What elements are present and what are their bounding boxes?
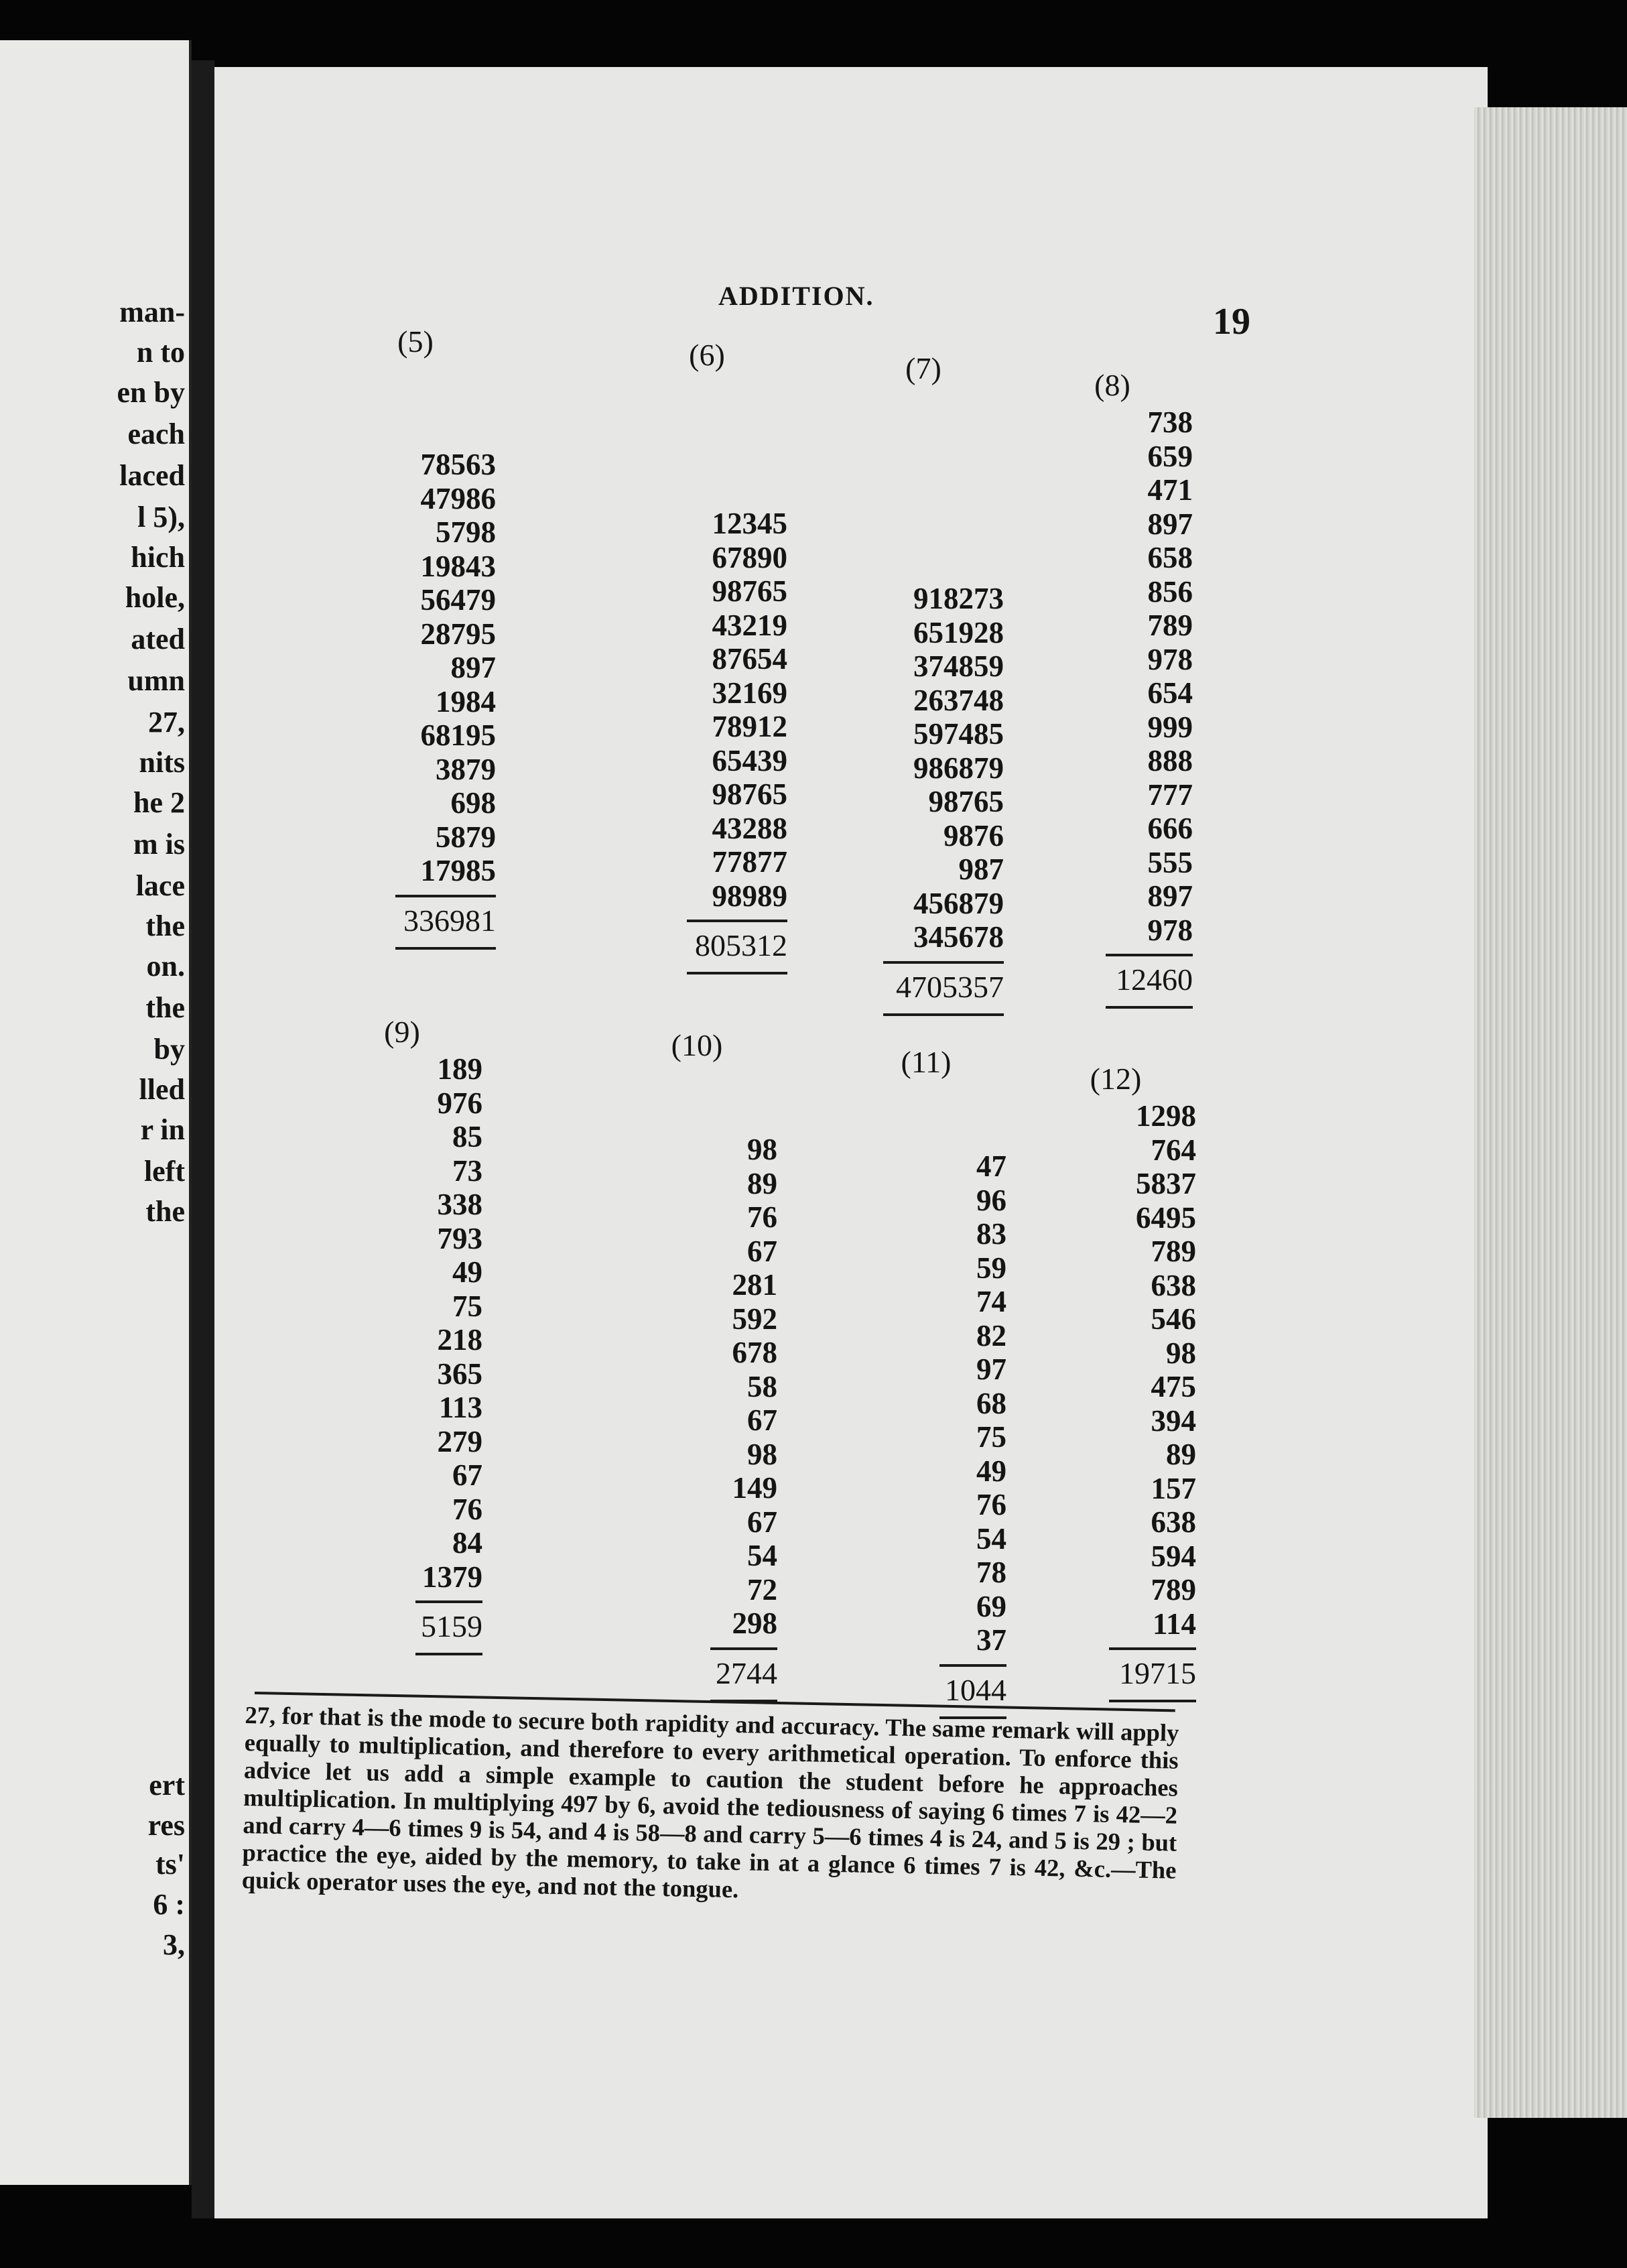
addend: 67 [747, 1403, 777, 1437]
facing-page-line: ert [149, 1769, 185, 1802]
facing-page-line: r in [140, 1113, 185, 1146]
problem-number: (9) [384, 1015, 420, 1049]
addend: 47986 [420, 481, 496, 515]
problem-number: (7) [905, 351, 941, 385]
addend: 65439 [712, 743, 787, 777]
sum-rule [883, 1013, 1004, 1016]
sum-rule [415, 1600, 482, 1603]
addend-column [1035, 1099, 1196, 1702]
addend: 28795 [420, 617, 496, 651]
sum-rule [1106, 954, 1193, 956]
addend: 78563 [420, 448, 496, 481]
addend: 856 [1147, 574, 1193, 609]
problem-7 [843, 349, 1004, 1020]
addend: 98 [1166, 1336, 1196, 1370]
problem-8 [1032, 365, 1193, 1013]
addend: 218 [437, 1323, 482, 1357]
addend: 281 [732, 1268, 777, 1302]
facing-page-line: the [145, 991, 185, 1024]
addend: 82 [976, 1318, 1006, 1352]
addend: 555 [1147, 845, 1193, 879]
addend-column [846, 1082, 1006, 1719]
addend: 6495 [1136, 1200, 1196, 1235]
sum: 2744 [716, 1655, 777, 1690]
facing-page-line: on. [146, 950, 185, 983]
addend: 897 [1147, 879, 1193, 913]
addend: 738 [1147, 405, 1193, 439]
addend: 638 [1151, 1505, 1196, 1539]
facing-page-line: by [153, 1033, 185, 1066]
addend: 67 [747, 1505, 777, 1539]
problem-number: (6) [689, 338, 725, 372]
addend: 73 [452, 1153, 482, 1188]
addend: 279 [437, 1424, 482, 1458]
sum-rule [395, 895, 496, 897]
sum: 5159 [421, 1609, 482, 1643]
addend: 43219 [712, 608, 787, 642]
addend: 68 [976, 1386, 1006, 1420]
problem-10 [616, 1025, 777, 1706]
addend: 1298 [1136, 1099, 1196, 1133]
addend: 345678 [913, 920, 1004, 954]
addend: 78912 [712, 710, 787, 743]
addend: 659 [1147, 439, 1193, 473]
addend-column [627, 375, 787, 974]
addend: 777 [1147, 777, 1193, 812]
addend: 594 [1151, 1539, 1196, 1573]
addend: 658 [1147, 541, 1193, 574]
addend: 5879 [436, 820, 496, 854]
addend: 72 [747, 1572, 777, 1606]
facing-page-fragment [0, 40, 192, 2185]
addend: 83 [976, 1217, 1006, 1251]
facing-page-line: ts' [155, 1848, 185, 1881]
problem-6 [627, 335, 787, 979]
addend: 764 [1151, 1133, 1196, 1167]
addend: 98 [747, 1133, 777, 1166]
addend: 58 [747, 1369, 777, 1403]
addend: 978 [1147, 642, 1193, 676]
addend: 89 [1166, 1438, 1196, 1471]
addend: 918273 [913, 582, 1004, 615]
addend-column [1032, 405, 1193, 1009]
sum-rule [395, 947, 496, 950]
addend: 75 [452, 1289, 482, 1323]
sum: 1044 [945, 1672, 1006, 1707]
addend: 592 [732, 1302, 777, 1336]
footnote: 27, for that is the mode to secure both rapidity and accuracy. The same remark will apply equally to multiplication, and therefore to every arithmetical operation. To enforce this advice let us add a simple example to caution the student before he approaches multiplication. In multiplying 497 by 6, avoid the tediousness of saying 6 times 7 is 42—2 and carry 4—6 times 9 is 54, and 4 is 58—8 and carry 5—6 times 4 is 24, and 5 is 29 ; but practice the eye, aided by the memory, to take in at a glance 6 times 7 is 42, &c.—The quick operator uses the eye, and not the tongue. [241, 1701, 1179, 1903]
sum-rule [687, 920, 787, 922]
addend: 888 [1147, 744, 1193, 777]
addend: 98765 [928, 785, 1004, 818]
addend: 5798 [436, 515, 496, 549]
sum-rule [415, 1653, 482, 1655]
sum: 4705357 [896, 969, 1004, 1004]
facing-page-line: l 5), [137, 501, 185, 533]
addend: 49 [976, 1454, 1006, 1488]
page-edges [1474, 107, 1627, 2118]
addend: 597485 [913, 717, 1004, 751]
problem-number: (12) [1090, 1062, 1142, 1096]
addend: 19843 [420, 549, 496, 583]
addend: 59 [976, 1251, 1006, 1285]
addend: 17985 [420, 854, 496, 887]
sum-rule [939, 1664, 1006, 1667]
addend: 97 [976, 1352, 1006, 1386]
addend: 789 [1151, 1235, 1196, 1268]
addend: 74 [976, 1285, 1006, 1318]
facing-page-line: the [145, 1195, 185, 1228]
addend: 149 [732, 1471, 777, 1505]
addend: 471 [1147, 473, 1193, 507]
addend: 43288 [712, 811, 787, 845]
addend: 789 [1151, 1573, 1196, 1606]
sum-rule [1106, 1006, 1193, 1009]
addend: 789 [1147, 609, 1193, 642]
facing-page-line: 6 : [153, 1888, 185, 1921]
facing-page-line: umn [127, 664, 185, 697]
addend: 67 [452, 1458, 482, 1492]
facing-page-line: 3, [163, 1928, 185, 1961]
sum: 336981 [403, 903, 496, 938]
addend: 5837 [1136, 1167, 1196, 1200]
facing-page-line: the [145, 909, 185, 942]
book-gutter [192, 60, 214, 2218]
addend: 986879 [913, 751, 1004, 785]
addend: 98765 [712, 574, 787, 608]
facing-page-line: laced [119, 459, 185, 492]
addend: 546 [1151, 1302, 1196, 1336]
addend: 12345 [712, 507, 787, 540]
addend: 75 [976, 1420, 1006, 1454]
facing-page-line: res [147, 1809, 185, 1842]
addend: 678 [732, 1336, 777, 1369]
addend: 98765 [712, 777, 787, 811]
addend-column [322, 1052, 482, 1655]
problem-5 [335, 322, 496, 954]
addend: 54 [747, 1539, 777, 1572]
facing-page-line: lled [139, 1073, 185, 1106]
addend: 98 [747, 1437, 777, 1471]
addend-column [616, 1066, 777, 1702]
facing-page-line: man- [119, 296, 185, 328]
sum: 805312 [695, 928, 787, 962]
addend: 987 [958, 853, 1004, 886]
addend: 114 [1152, 1606, 1196, 1641]
addend: 98989 [712, 879, 787, 913]
facing-page-line: en by [117, 376, 185, 409]
sum-rule [883, 961, 1004, 964]
facing-page-line: nits [139, 746, 185, 779]
addend: 298 [732, 1606, 777, 1640]
addend: 69 [976, 1589, 1006, 1623]
addend: 32169 [712, 676, 787, 710]
addend-column [335, 362, 496, 950]
addend: 67890 [712, 540, 787, 574]
addend: 37 [976, 1623, 1006, 1657]
addend: 49 [452, 1255, 482, 1289]
addend: 475 [1151, 1370, 1196, 1403]
sum: 12460 [1116, 962, 1193, 997]
problem-11 [846, 1042, 1006, 1723]
problem-9 [322, 1012, 482, 1659]
addend: 76 [976, 1488, 1006, 1521]
addend: 978 [1147, 913, 1193, 947]
addend: 263748 [913, 683, 1004, 717]
problem-number: (10) [671, 1028, 723, 1062]
addend: 698 [450, 786, 496, 820]
facing-page-line: he 2 [133, 786, 185, 819]
facing-page-line: hole, [125, 581, 185, 614]
addend: 897 [1147, 507, 1193, 541]
addend: 77877 [712, 845, 787, 879]
addend: 338 [437, 1188, 482, 1221]
addend: 365 [437, 1357, 482, 1391]
addend: 78 [976, 1556, 1006, 1589]
problem-number: (5) [397, 324, 434, 359]
addend: 1379 [422, 1560, 482, 1594]
addend: 76 [452, 1492, 482, 1526]
facing-page-line: lace [135, 869, 185, 902]
addend: 999 [1147, 710, 1193, 744]
addend: 897 [450, 651, 496, 684]
addend: 85 [452, 1120, 482, 1153]
page-number: 19 [1213, 301, 1250, 342]
addend-column [843, 389, 1004, 1016]
addend: 651928 [913, 615, 1004, 649]
addend: 47 [976, 1149, 1006, 1183]
addend: 157 [1151, 1471, 1196, 1505]
sum-rule [1109, 1647, 1196, 1650]
sum-rule [1109, 1700, 1196, 1702]
sum-rule [710, 1647, 777, 1650]
addend: 456879 [913, 886, 1004, 920]
problem-number: (11) [901, 1045, 952, 1079]
addend: 96 [976, 1183, 1006, 1217]
addend: 9876 [943, 818, 1004, 853]
addend: 87654 [712, 642, 787, 676]
addend: 54 [976, 1521, 1006, 1556]
facing-page-line: n to [136, 336, 185, 369]
addend: 638 [1151, 1268, 1196, 1302]
addend: 793 [437, 1221, 482, 1255]
addend: 666 [1147, 812, 1193, 845]
problem-12 [1035, 1059, 1196, 1706]
facing-page-line: ated [131, 623, 185, 655]
addend: 67 [747, 1234, 777, 1268]
addend: 76 [747, 1200, 777, 1234]
facing-page-line: 27, [148, 706, 185, 739]
running-head: ADDITION. [718, 281, 874, 311]
addend: 976 [437, 1086, 482, 1120]
addend: 3879 [436, 752, 496, 786]
addend: 89 [747, 1166, 777, 1200]
sum-rule [687, 972, 787, 974]
addend: 84 [452, 1526, 482, 1560]
addend: 189 [437, 1052, 482, 1086]
sum: 19715 [1119, 1656, 1196, 1690]
addend: 394 [1151, 1403, 1196, 1438]
facing-page-line: m is [133, 828, 185, 861]
addend: 68195 [420, 718, 496, 752]
facing-page-line: left [143, 1155, 185, 1188]
addend: 654 [1147, 676, 1193, 710]
facing-page-line: each [127, 418, 185, 450]
problem-number: (8) [1094, 368, 1130, 402]
addend: 113 [438, 1391, 482, 1424]
addend: 374859 [913, 649, 1004, 683]
addend: 56479 [420, 583, 496, 617]
addend: 1984 [436, 684, 496, 718]
facing-page-line: hich [131, 541, 185, 574]
